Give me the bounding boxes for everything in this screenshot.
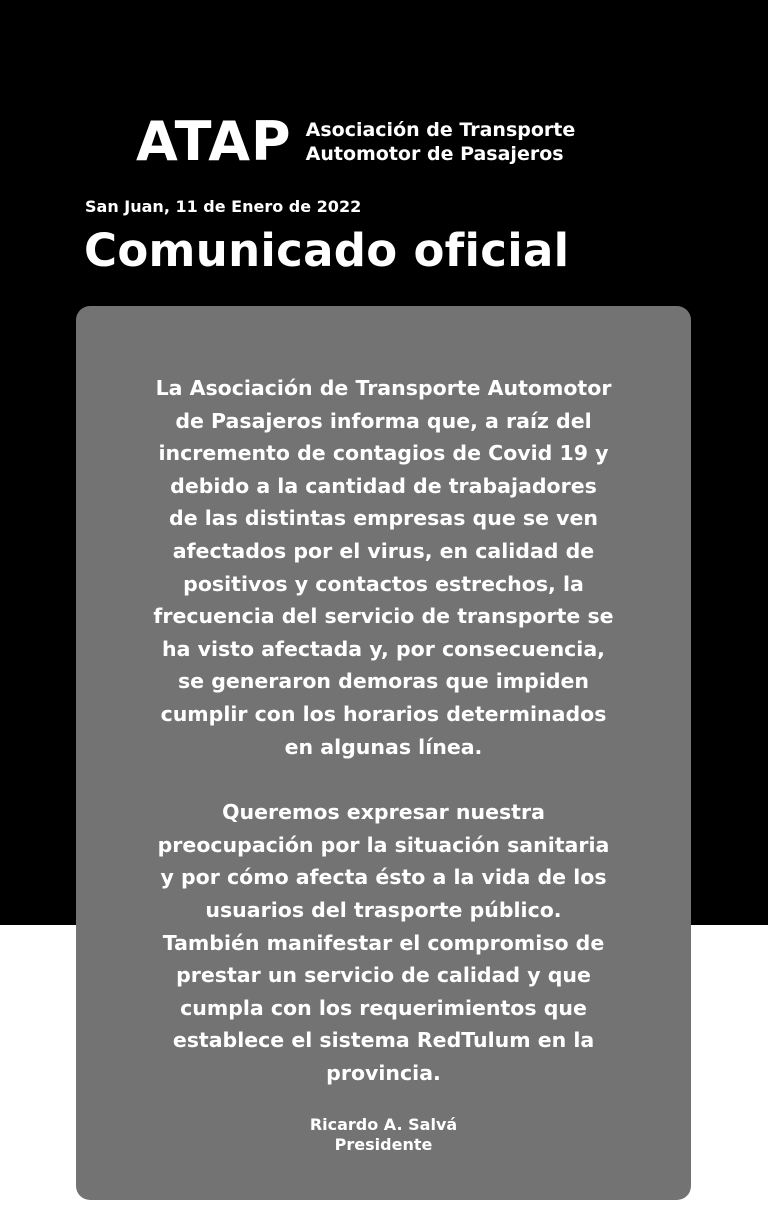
text-line: cumpla con los requerimientos que: [180, 995, 587, 1020]
text-line: y por cómo afecta ésto a la vida de los: [160, 865, 607, 890]
text-line: provincia.: [326, 1060, 441, 1085]
signatory-name: Ricardo A. Salvá: [309, 1115, 458, 1135]
organization-header: [136, 112, 575, 172]
organization-name-line-2: Automotor de Pasajeros: [305, 143, 564, 165]
page-title: Comunicado oficial: [84, 224, 570, 277]
atap-logo: ATAP: [136, 110, 292, 173]
statement-card: [76, 306, 691, 1200]
text-line: cumplir con los horarios determinados: [160, 701, 607, 726]
dateline: San Juan, 11 de Enero de 2022: [85, 197, 362, 216]
text-line: establece el sistema RedTulum en la: [172, 1028, 595, 1053]
signatory-role: Presidente: [334, 1135, 433, 1155]
text-line: se generaron demoras que impiden: [177, 669, 590, 694]
text-line: de Pasajeros informa que, a raíz del: [175, 408, 592, 433]
text-line: prestar un servicio de calidad y que: [176, 963, 591, 988]
text-line: incremento de contagios de Covid 19 y: [158, 441, 609, 466]
text-line: ha visto afectada y, por consecuencia,: [162, 636, 605, 661]
statement-paragraph-1: [76, 372, 691, 763]
text-line: También manifestar el compromiso de: [162, 930, 605, 955]
text-line: afectados por el virus, en calidad de: [172, 538, 595, 563]
signature-block: [76, 1115, 691, 1155]
text-line: debido a la cantidad de trabajadores: [170, 473, 597, 498]
text-line: en algunas línea.: [284, 734, 483, 759]
text-line: preocupación por la situación sanitaria: [157, 832, 610, 857]
text-line: positivos y contactos estrechos, la: [183, 571, 584, 596]
text-line: La Asociación de Transporte Automotor: [155, 376, 612, 400]
text-line: usuarios del trasporte público.: [205, 897, 562, 922]
text-line: frecuencia del servicio de transporte se: [153, 604, 614, 629]
text-line: Queremos expresar nuestra: [222, 800, 545, 825]
organization-name-line-1: Asociación de Transporte: [305, 119, 576, 141]
text-line: de las distintas empresas que se ven: [169, 506, 598, 531]
statement-paragraph-2: [76, 796, 691, 1089]
organization-name: [306, 118, 576, 166]
